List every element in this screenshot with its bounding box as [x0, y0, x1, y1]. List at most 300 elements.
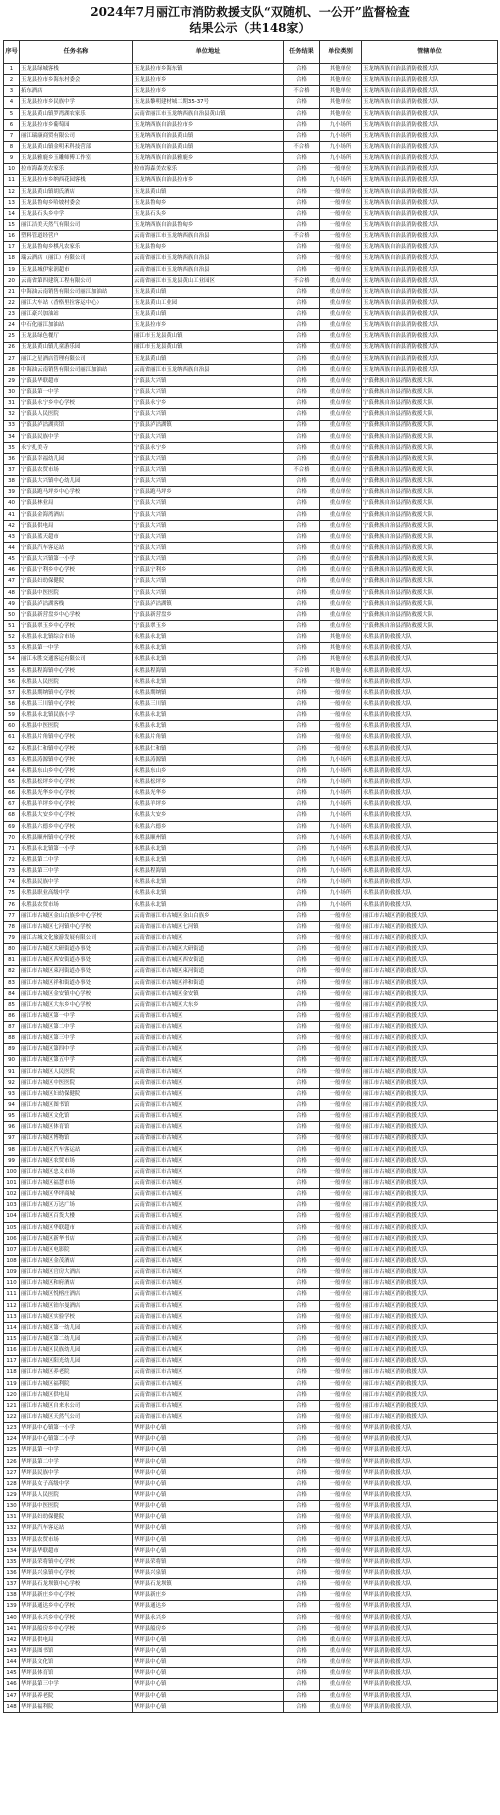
cell-index: 138 [4, 1590, 20, 1601]
cell-result: 合格 [284, 1189, 320, 1200]
cell-index: 45 [4, 554, 20, 565]
cell-index: 109 [4, 1267, 20, 1278]
cell-jurisdiction: 丽江市古城区消防救援大队 [362, 1144, 498, 1155]
table-row [4, 565, 498, 576]
cell-result: 合格 [284, 353, 320, 364]
cell-category: 重点单位 [320, 487, 362, 498]
cell-address: 玉龙县拉市乡 [133, 86, 284, 97]
cell-result: 合格 [284, 944, 320, 955]
cell-address: 玉龙县黄山工业园 [133, 297, 284, 308]
table-row [4, 286, 498, 297]
cell-task-name: 丽江市古城区第三中学 [20, 1033, 133, 1044]
cell-jurisdiction: 宁蒗彝族自治县消防救援大队 [362, 487, 498, 498]
cell-result: 合格 [284, 219, 320, 230]
table-row [4, 1400, 498, 1411]
cell-task-name: 华坪县华联超市 [20, 1545, 133, 1556]
cell-index: 19 [4, 264, 20, 275]
cell-category: 一般单位 [320, 721, 362, 732]
cell-address: 云南省丽江市古城区 [133, 1278, 284, 1289]
cell-task-name: 玉龙县雅鹿乡玉雕师傅工作室 [20, 153, 133, 164]
cell-address: 宁蒗县大兴镇 [133, 576, 284, 587]
cell-jurisdiction: 玉龙纳西族自治县消防救援大队 [362, 264, 498, 275]
table-row [4, 1367, 498, 1378]
cell-jurisdiction: 华坪县消防救援大队 [362, 1490, 498, 1501]
cell-result: 合格 [284, 1634, 320, 1645]
cell-category: 重点单位 [320, 375, 362, 386]
cell-index: 87 [4, 1022, 20, 1033]
cell-address: 永胜县永北镇 [133, 854, 284, 865]
table-row [4, 1066, 498, 1077]
cell-category: 重点单位 [320, 409, 362, 420]
cell-address: 永胜县程海镇 [133, 866, 284, 877]
cell-index: 27 [4, 353, 20, 364]
cell-category: 重点单位 [320, 587, 362, 598]
cell-address: 丽江市玉龙县黄山镇 [133, 342, 284, 353]
cell-task-name: 丽江市古城区第二中学 [20, 1022, 133, 1033]
cell-jurisdiction: 华坪县消防救援大队 [362, 1601, 498, 1612]
cell-result: 合格 [284, 342, 320, 353]
cell-address: 宁蒗县大兴镇 [133, 587, 284, 598]
cell-jurisdiction: 华坪县消防救援大队 [362, 1579, 498, 1590]
table-row [4, 1534, 498, 1545]
cell-category: 一般单位 [320, 1244, 362, 1255]
cell-index: 120 [4, 1389, 20, 1400]
cell-result: 合格 [284, 1100, 320, 1111]
cell-category: 一般单位 [320, 1122, 362, 1133]
cell-category: 重点单位 [320, 498, 362, 509]
cell-address: 华坪县中心镇 [133, 1501, 284, 1512]
cell-jurisdiction: 丽江市古城区消防救援大队 [362, 1345, 498, 1356]
cell-result: 合格 [284, 1412, 320, 1423]
cell-result: 合格 [284, 1467, 320, 1478]
cell-address: 玉龙县黄山镇 [133, 309, 284, 320]
cell-category: 一般单位 [320, 208, 362, 219]
cell-index: 88 [4, 1033, 20, 1044]
cell-index: 94 [4, 1100, 20, 1111]
cell-category: 九小场所 [320, 119, 362, 130]
cell-address: 云南省丽江市古城区 [133, 1300, 284, 1311]
cell-result: 合格 [284, 988, 320, 999]
cell-task-name: 永胜县大安乡中心学校 [20, 810, 133, 821]
cell-category: 一般单位 [320, 1322, 362, 1333]
cell-jurisdiction: 宁蒗彝族自治县消防救援大队 [362, 509, 498, 520]
cell-jurisdiction: 宁蒗彝族自治县消防救援大队 [362, 576, 498, 587]
cell-index: 66 [4, 788, 20, 799]
cell-category: 一般单位 [320, 1066, 362, 1077]
table-row [4, 877, 498, 888]
cell-index: 118 [4, 1367, 20, 1378]
cell-jurisdiction: 宁蒗彝族自治县消防救援大队 [362, 531, 498, 542]
table-row [4, 1166, 498, 1177]
cell-task-name: 永胜县中医医院 [20, 721, 133, 732]
cell-address: 永胜县永北镇 [133, 888, 284, 899]
cell-jurisdiction: 永胜县消防救援大队 [362, 866, 498, 877]
table-row [4, 621, 498, 632]
table-row [4, 899, 498, 910]
cell-task-name: 玉龙县绿城客栈 [20, 64, 133, 75]
table-row [4, 1267, 498, 1278]
cell-address: 华坪县永兴乡 [133, 1612, 284, 1623]
cell-address: 永胜县永北镇 [133, 877, 284, 888]
cell-index: 146 [4, 1679, 20, 1690]
cell-task-name: 华坪县体育馆 [20, 1668, 133, 1679]
cell-index: 25 [4, 331, 20, 342]
table-row [4, 141, 498, 152]
cell-jurisdiction: 丽江市古城区消防救援大队 [362, 999, 498, 1010]
cell-result: 合格 [284, 208, 320, 219]
cell-jurisdiction: 永胜县消防救援大队 [362, 843, 498, 854]
table-row [4, 409, 498, 420]
cell-address: 玉龙纳西族自治县拉市乡 [133, 175, 284, 186]
table-body [4, 64, 498, 1713]
cell-task-name: 拉市海森美农家乐 [20, 164, 133, 175]
cell-result: 合格 [284, 955, 320, 966]
cell-task-name: 华坪县人民医院 [20, 1490, 133, 1501]
cell-index: 70 [4, 832, 20, 843]
cell-category: 九小场所 [320, 877, 362, 888]
cell-jurisdiction: 宁蒗彝族自治县消防救援大队 [362, 375, 498, 386]
cell-task-name: 宁蒗县人民医院 [20, 409, 133, 420]
table-row [4, 632, 498, 643]
cell-result: 合格 [284, 609, 320, 620]
table-row [4, 64, 498, 75]
cell-task-name: 丽江永胜交通客运有限公司 [20, 654, 133, 665]
cell-index: 48 [4, 587, 20, 598]
cell-jurisdiction: 丽江市古城区消防救援大队 [362, 944, 498, 955]
cell-category: 一般单位 [320, 1144, 362, 1155]
cell-result: 合格 [284, 320, 320, 331]
cell-task-name: 永胜县光华乡中心学校 [20, 788, 133, 799]
cell-result: 合格 [284, 699, 320, 710]
table-row [4, 799, 498, 810]
cell-task-name: 丽江市古城区第二幼儿园 [20, 1334, 133, 1345]
cell-index: 91 [4, 1066, 20, 1077]
cell-address: 玉龙县拉市乡海东镇 [133, 64, 284, 75]
cell-address: 玉龙纳西族自治县黄山镇 [133, 130, 284, 141]
cell-jurisdiction: 玉龙纳西族自治县消防救援大队 [362, 186, 498, 197]
title-line-1: 2024年7月丽江市消防救援支队“双随机、一公开”监督检查 [90, 5, 410, 19]
cell-category: 一般单位 [320, 1211, 362, 1222]
cell-index: 37 [4, 465, 20, 476]
cell-category: 一般单位 [320, 1478, 362, 1489]
cell-category: 一般单位 [320, 1178, 362, 1189]
cell-index: 115 [4, 1334, 20, 1345]
table-row [4, 242, 498, 253]
cell-result: 合格 [284, 843, 320, 854]
cell-address: 云南省丽江市古城区金山白族乡 [133, 910, 284, 921]
cell-address: 宁蒗县大兴镇 [133, 465, 284, 476]
cell-jurisdiction: 永胜县消防救援大队 [362, 732, 498, 743]
cell-task-name: 华坪县民族中学 [20, 1467, 133, 1478]
cell-task-name: 丽江市古城区电影院 [20, 1244, 133, 1255]
cell-result: 合格 [284, 921, 320, 932]
cell-jurisdiction: 宁蒗彝族自治县消防救援大队 [362, 387, 498, 398]
cell-result: 合格 [284, 754, 320, 765]
header-address: 单位地址 [133, 41, 284, 64]
cell-index: 3 [4, 86, 20, 97]
cell-jurisdiction: 永胜县消防救援大队 [362, 676, 498, 687]
cell-index: 40 [4, 498, 20, 509]
cell-result: 不合格 [284, 86, 320, 97]
cell-category: 重点单位 [320, 1679, 362, 1690]
table-row [4, 442, 498, 453]
table-row [4, 453, 498, 464]
cell-index: 131 [4, 1512, 20, 1523]
cell-address: 华坪县通达乡 [133, 1601, 284, 1612]
cell-task-name: 宁蒗县幸福幼儿园 [20, 453, 133, 464]
cell-jurisdiction: 永胜县消防救援大队 [362, 788, 498, 799]
cell-jurisdiction: 玉龙纳西族自治县消防救援大队 [362, 253, 498, 264]
cell-result: 合格 [284, 1400, 320, 1411]
cell-jurisdiction: 丽江市古城区消防救援大队 [362, 1278, 498, 1289]
cell-category: 一般单位 [320, 231, 362, 242]
cell-index: 77 [4, 910, 20, 921]
cell-index: 125 [4, 1445, 20, 1456]
cell-address: 宁蒗县大兴镇 [133, 409, 284, 420]
table-row [4, 119, 498, 130]
cell-index: 73 [4, 866, 20, 877]
table-row [4, 342, 498, 353]
cell-jurisdiction: 永胜县消防救援大队 [362, 821, 498, 832]
cell-address: 华坪县中心镇 [133, 1534, 284, 1545]
cell-index: 130 [4, 1501, 20, 1512]
cell-jurisdiction: 宁蒗彝族自治县消防救援大队 [362, 409, 498, 420]
cell-jurisdiction: 丽江市古城区消防救援大队 [362, 1133, 498, 1144]
cell-index: 44 [4, 543, 20, 554]
cell-task-name: 华坪县荣将镇中心学校 [20, 1556, 133, 1567]
header-row [4, 41, 498, 64]
table-row [4, 1077, 498, 1088]
cell-jurisdiction: 宁蒗彝族自治县消防救援大队 [362, 598, 498, 609]
cell-address: 永胜县松坪乡 [133, 777, 284, 788]
cell-result: 合格 [284, 1579, 320, 1590]
cell-task-name: 丽江市古城区忠义市场 [20, 1166, 133, 1177]
cell-address: 玉龙纳西族自治县拉市乡 [133, 119, 284, 130]
cell-address: 云南省丽江市古城区 [133, 1133, 284, 1144]
cell-category: 一般单位 [320, 1490, 362, 1501]
cell-task-name: 丽江市古城区人民医院 [20, 1066, 133, 1077]
cell-result: 合格 [284, 1033, 320, 1044]
cell-task-name: 玉龙县黄山镇胡氏酒店 [20, 186, 133, 197]
cell-result: 合格 [284, 420, 320, 431]
cell-task-name: 永胜县顺州镇中心学校 [20, 832, 133, 843]
cell-jurisdiction: 丽江市古城区消防救援大队 [362, 1400, 498, 1411]
cell-jurisdiction: 永胜县消防救援大队 [362, 665, 498, 676]
cell-task-name: 宁蒗县农贸市场 [20, 465, 133, 476]
table-row [4, 1456, 498, 1467]
cell-category: 九小场所 [320, 153, 362, 164]
table-row [4, 431, 498, 442]
cell-jurisdiction: 宁蒗彝族自治县消防救援大队 [362, 465, 498, 476]
table-row [4, 309, 498, 320]
cell-address: 永胜县永北镇 [133, 721, 284, 732]
cell-result: 合格 [284, 487, 320, 498]
cell-jurisdiction: 玉龙纳西族自治县消防救援大队 [362, 231, 498, 242]
cell-index: 30 [4, 387, 20, 398]
cell-task-name: 永胜县片角镇中心学校 [20, 732, 133, 743]
cell-address: 华坪县中心镇 [133, 1668, 284, 1679]
cell-index: 46 [4, 565, 20, 576]
cell-result: 合格 [284, 119, 320, 130]
cell-index: 99 [4, 1155, 20, 1166]
cell-category: 一般单位 [320, 1590, 362, 1601]
cell-task-name: 丽江市古城区祥和街道办事处 [20, 977, 133, 988]
cell-result: 合格 [284, 97, 320, 108]
cell-jurisdiction: 宁蒗彝族自治县消防救援大队 [362, 398, 498, 409]
cell-task-name: 丽江市古城区百货大楼 [20, 1211, 133, 1222]
cell-category: 一般单位 [320, 1256, 362, 1267]
table-row [4, 197, 498, 208]
cell-result: 合格 [284, 1222, 320, 1233]
cell-jurisdiction: 永胜县消防救援大队 [362, 765, 498, 776]
cell-category: 其他单位 [320, 64, 362, 75]
table-row [4, 665, 498, 676]
cell-jurisdiction: 永胜县消防救援大队 [362, 687, 498, 698]
cell-address: 华坪县中心镇 [133, 1434, 284, 1445]
cell-task-name: 永胜县涛源镇中心学校 [20, 754, 133, 765]
cell-result: 合格 [284, 587, 320, 598]
cell-jurisdiction: 华坪县消防救援大队 [362, 1567, 498, 1578]
cell-index: 76 [4, 899, 20, 910]
cell-task-name: 永胜县三川镇中心学校 [20, 699, 133, 710]
table-row [4, 1300, 498, 1311]
cell-address: 永胜县永北镇 [133, 632, 284, 643]
table-row [4, 1055, 498, 1066]
cell-address: 玉龙县黄山镇 [133, 286, 284, 297]
cell-address: 宁蒗县大兴镇 [133, 476, 284, 487]
cell-index: 65 [4, 777, 20, 788]
cell-jurisdiction: 华坪县消防救援大队 [362, 1634, 498, 1645]
cell-result: 合格 [284, 788, 320, 799]
cell-index: 62 [4, 743, 20, 754]
cell-result: 合格 [284, 264, 320, 275]
cell-task-name: 丽江豪兴加油站 [20, 309, 133, 320]
cell-result: 合格 [284, 1690, 320, 1701]
table-row [4, 264, 498, 275]
cell-task-name: 华坪县永兴乡中心学校 [20, 1612, 133, 1623]
cell-task-name: 丽江市古城区第一中学 [20, 1010, 133, 1021]
cell-jurisdiction: 玉龙纳西族自治县消防救援大队 [362, 242, 498, 253]
cell-jurisdiction: 丽江市古城区消防救援大队 [362, 1055, 498, 1066]
cell-result: 合格 [284, 531, 320, 542]
cell-address: 宁蒗县大兴镇 [133, 520, 284, 531]
table-row [4, 1022, 498, 1033]
cell-jurisdiction: 玉龙纳西族自治县消防救援大队 [362, 153, 498, 164]
table-row [4, 999, 498, 1010]
cell-task-name: 宁蒗县泸沽湖宾馆 [20, 420, 133, 431]
cell-task-name: 永胜县羊坪乡中心学校 [20, 799, 133, 810]
cell-category: 一般单位 [320, 932, 362, 943]
cell-task-name: 华坪县供电局 [20, 1634, 133, 1645]
cell-index: 147 [4, 1690, 20, 1701]
cell-jurisdiction: 华坪县消防救援大队 [362, 1690, 498, 1701]
cell-address: 永胜县永北镇 [133, 843, 284, 854]
cell-jurisdiction: 永胜县消防救援大队 [362, 832, 498, 843]
cell-category: 一般单位 [320, 1334, 362, 1345]
cell-category: 一般单位 [320, 1022, 362, 1033]
table-row [4, 832, 498, 843]
cell-task-name: 华坪县妇幼保健院 [20, 1512, 133, 1523]
cell-result: 合格 [284, 1077, 320, 1088]
table-row [4, 754, 498, 765]
cell-category: 一般单位 [320, 1523, 362, 1534]
table-row [4, 108, 498, 119]
cell-result: 合格 [284, 364, 320, 375]
cell-address: 玉龙县黄山镇 [133, 353, 284, 364]
cell-result: 合格 [284, 1345, 320, 1356]
cell-jurisdiction: 丽江市古城区消防救援大队 [362, 910, 498, 921]
cell-result: 合格 [284, 1378, 320, 1389]
cell-task-name: 华坪县石龙坝镇中心学校 [20, 1579, 133, 1590]
cell-result: 合格 [284, 866, 320, 877]
cell-address: 宁蒗县大兴镇 [133, 431, 284, 442]
cell-address: 云南省丽江市玉龙纳西族自治县 [133, 364, 284, 375]
cell-index: 4 [4, 97, 20, 108]
cell-jurisdiction: 华坪县消防救援大队 [362, 1512, 498, 1523]
cell-jurisdiction: 玉龙纳西族自治县消防救援大队 [362, 275, 498, 286]
cell-jurisdiction: 华坪县消防救援大队 [362, 1523, 498, 1534]
cell-result: 合格 [284, 1010, 320, 1021]
cell-task-name: 宁蒗县供电局 [20, 520, 133, 531]
table-row [4, 231, 498, 242]
cell-task-name: 华坪县农贸市场 [20, 1534, 133, 1545]
cell-category: 重点单位 [320, 531, 362, 542]
cell-result: 合格 [284, 910, 320, 921]
table-row [4, 1612, 498, 1623]
cell-result: 合格 [284, 1545, 320, 1556]
table-row [4, 1233, 498, 1244]
cell-index: 2 [4, 75, 20, 86]
table-row [4, 1100, 498, 1111]
cell-category: 九小场所 [320, 777, 362, 788]
cell-result: 合格 [284, 1423, 320, 1434]
cell-task-name: 丽江市古城区福利院 [20, 1378, 133, 1389]
cell-index: 61 [4, 732, 20, 743]
cell-address: 丽江市玉龙县黄山镇 [133, 331, 284, 342]
cell-category: 重点单位 [320, 476, 362, 487]
cell-result: 合格 [284, 442, 320, 453]
cell-jurisdiction: 宁蒗彝族自治县消防救援大队 [362, 543, 498, 554]
cell-index: 69 [4, 821, 20, 832]
cell-result: 合格 [284, 899, 320, 910]
cell-address: 宁蒗县宁利乡 [133, 565, 284, 576]
cell-task-name: 中石化丽江加油站 [20, 320, 133, 331]
cell-index: 93 [4, 1088, 20, 1099]
table-row [4, 1556, 498, 1567]
cell-task-name: 宁蒗县泸沽湖客栈 [20, 598, 133, 609]
cell-task-name: 永胜县第三中学 [20, 866, 133, 877]
cell-task-name: 丽江古城文化旅游发展有限公司 [20, 932, 133, 943]
cell-index: 126 [4, 1456, 20, 1467]
cell-category: 重点单位 [320, 364, 362, 375]
table-row [4, 699, 498, 710]
cell-index: 67 [4, 799, 20, 810]
cell-jurisdiction: 丽江市古城区消防救援大队 [362, 1311, 498, 1322]
cell-category: 一般单位 [320, 164, 362, 175]
cell-task-name: 永胜县松坪乡中心学校 [20, 777, 133, 788]
cell-jurisdiction: 玉龙纳西族自治县消防救援大队 [362, 86, 498, 97]
cell-address: 玉龙县黎明建材城二期35-37号 [133, 97, 284, 108]
cell-address: 华坪县中心镇 [133, 1657, 284, 1668]
cell-jurisdiction: 丽江市古城区消防救援大队 [362, 1412, 498, 1423]
cell-task-name: 华坪县汽车客运站 [20, 1523, 133, 1534]
cell-result: 合格 [284, 632, 320, 643]
cell-task-name: 中海油云南销售有限公司丽江加油站 [20, 364, 133, 375]
cell-jurisdiction: 丽江市古城区消防救援大队 [362, 1378, 498, 1389]
cell-address: 云南省丽江市古城区 [133, 1378, 284, 1389]
cell-result: 合格 [284, 643, 320, 654]
cell-jurisdiction: 玉龙纳西族自治县消防救援大队 [362, 108, 498, 119]
